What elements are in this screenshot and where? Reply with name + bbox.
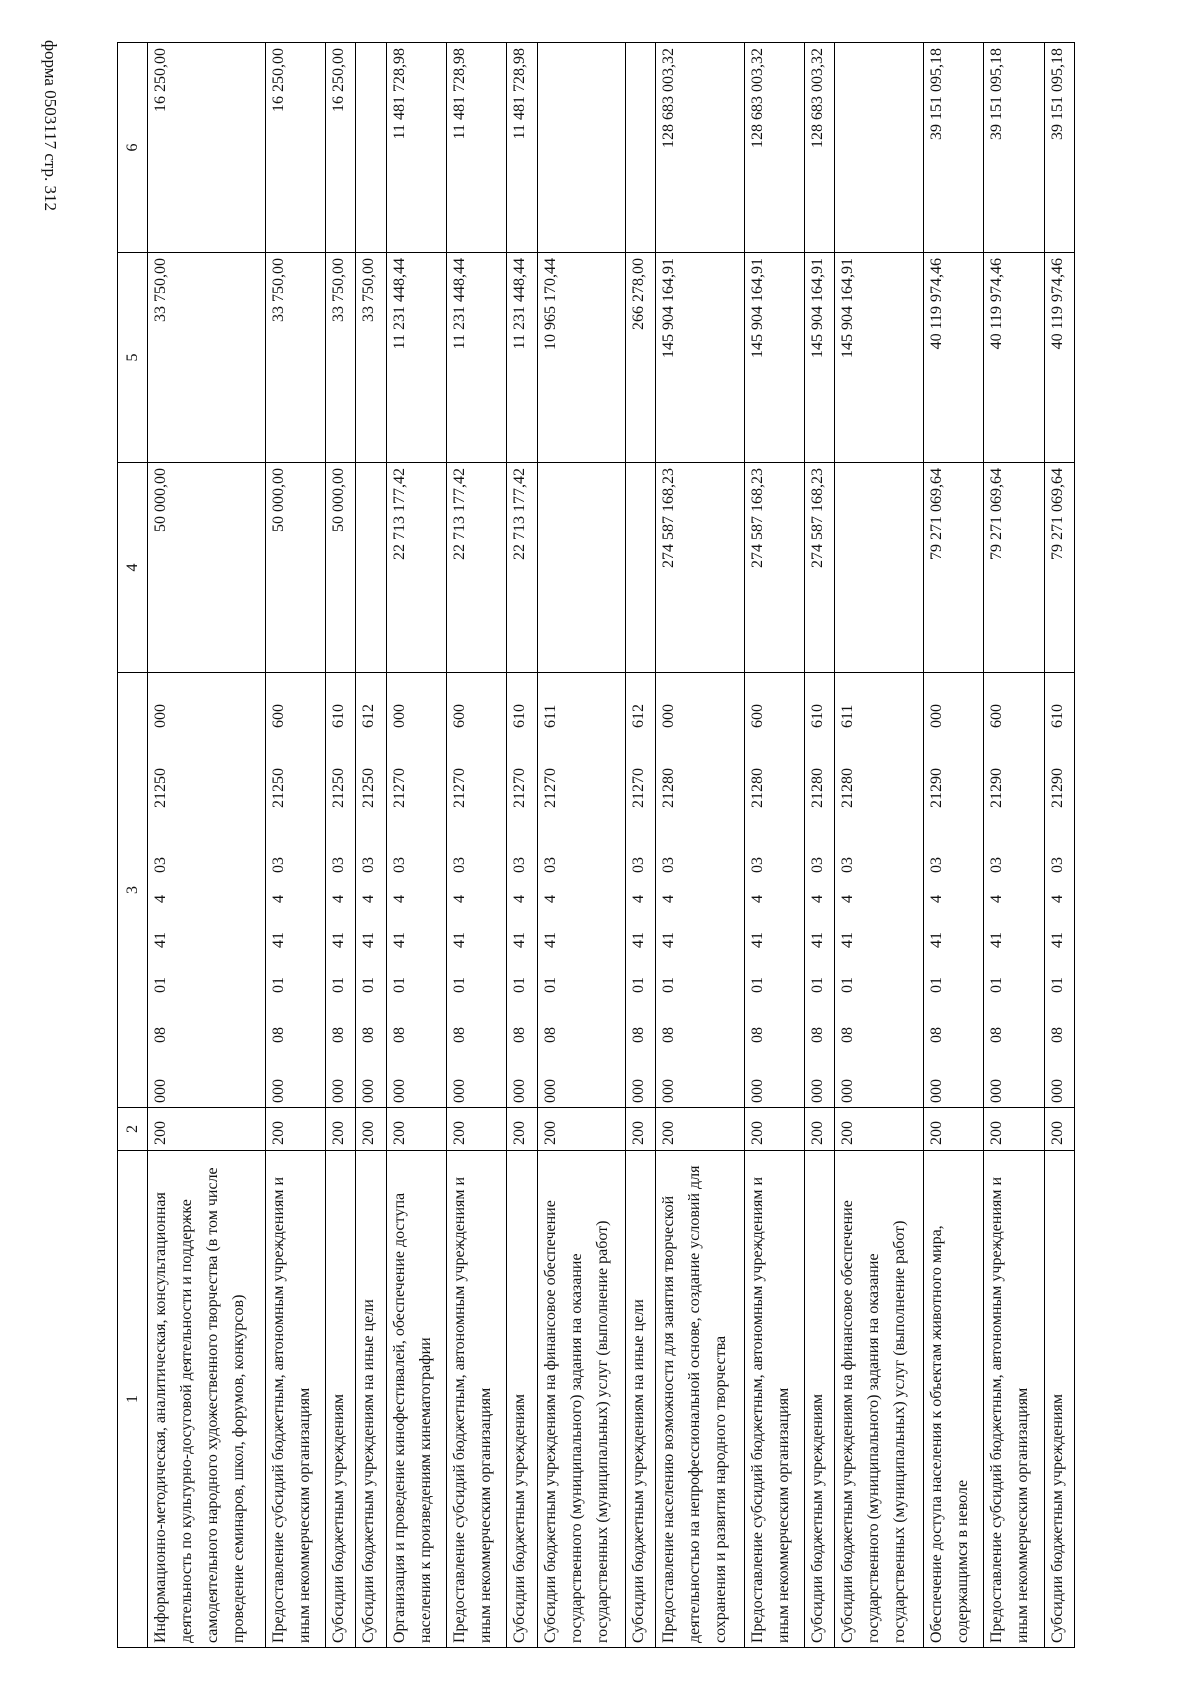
row-budget-classification [386,673,446,1108]
header-col-2: 2 [118,1108,148,1151]
code-segment: 08 [269,1027,287,1043]
approved-amount: 22 713 177,42 [386,463,446,673]
row-budget-classification [626,673,656,1108]
executed-amount: 40 119 974,46 [923,253,983,463]
approved-amount [537,463,625,673]
code-segment: 611 [541,704,559,728]
row-name: Информационно-методическая, аналитическая, консультационная деятельность по культурно-досуговой деятельности и поддержке самодеятельного народного художественного творчества (в том числе проведение семинаров, школ, форумов, конкурсов) [148,1151,266,1648]
unexecuted-amount: 128 683 003,32 [805,43,835,253]
row-line-code: 200 [626,1108,656,1151]
code-segment: 000 [152,704,170,728]
code-segments [447,677,473,1103]
row-budget-classification [537,673,625,1108]
code-segment: 03 [660,857,678,873]
code-segment: 41 [269,932,287,948]
unexecuted-amount: 16 250,00 [326,43,356,253]
table-row [148,43,266,1648]
code-segment: 21280 [839,768,857,808]
row-budget-classification [656,673,744,1108]
code-segment: 03 [451,857,469,873]
code-segment: 000 [269,1079,287,1103]
approved-amount [835,463,923,673]
code-segment: 4 [511,895,529,903]
code-segment: 01 [1048,977,1066,993]
code-segments [266,677,292,1103]
code-segment: 03 [630,857,648,873]
code-segment: 21290 [1048,768,1066,808]
code-segments [924,677,950,1103]
code-segment: 4 [269,895,287,903]
row-name: Субсидии бюджетным учреждениям на финансовое обеспечение государственного (муниципального) задания на оказание государственных (муниципальных) услуг (выполнение работ) [835,1151,923,1648]
code-segment: 000 [451,1079,469,1103]
code-segment: 4 [360,895,378,903]
code-segment: 41 [660,932,678,948]
table-row [835,43,923,1648]
row-budget-classification [984,673,1044,1108]
code-segments [805,677,831,1103]
code-segment: 21290 [927,768,945,808]
row-budget-classification [1044,673,1074,1108]
code-segments [507,677,533,1103]
code-segment: 4 [839,895,857,903]
code-segments [745,677,771,1103]
code-segment: 01 [330,977,348,993]
code-segment: 03 [360,857,378,873]
code-segment: 08 [451,1027,469,1043]
executed-amount: 145 904 164,91 [805,253,835,463]
code-segment: 000 [660,1079,678,1103]
code-segment: 41 [330,932,348,948]
table-row [537,43,625,1648]
row-name: Субсидии бюджетным учреждениям на иные цели [626,1151,656,1648]
row-line-code: 200 [537,1108,625,1151]
row-name: Предоставление субсидий бюджетным, автономным учреждениям и иным некоммерческим организациям [265,1151,325,1648]
row-line-code: 200 [835,1108,923,1151]
table-row [356,43,386,1648]
executed-amount: 11 231 448,44 [447,253,507,463]
table-row [923,43,983,1648]
approved-amount: 274 587 168,23 [805,463,835,673]
approved-amount: 50 000,00 [148,463,266,673]
row-budget-classification [507,673,537,1108]
code-segment: 08 [152,1027,170,1043]
code-segments [387,677,413,1103]
code-segments [984,677,1010,1103]
unexecuted-amount [626,43,656,253]
code-segments [538,677,564,1103]
code-segment: 41 [809,932,827,948]
code-segment: 41 [839,932,857,948]
code-segment: 4 [988,895,1006,903]
row-budget-classification [744,673,804,1108]
table-row [447,43,507,1648]
code-segment: 610 [330,704,348,728]
approved-amount [626,463,656,673]
code-segment: 000 [839,1079,857,1103]
code-segment: 21270 [541,768,559,808]
code-segment: 612 [630,704,648,728]
unexecuted-amount: 39 151 095,18 [984,43,1044,253]
code-segment: 41 [511,932,529,948]
code-segment: 08 [511,1027,529,1043]
unexecuted-amount: 16 250,00 [265,43,325,253]
code-segment: 08 [809,1027,827,1043]
executed-amount: 33 750,00 [356,253,386,463]
code-segment: 41 [152,932,170,948]
code-segments [326,677,352,1103]
code-segment: 08 [660,1027,678,1043]
code-segment: 000 [390,1079,408,1103]
row-budget-classification [265,673,325,1108]
executed-amount: 145 904 164,91 [744,253,804,463]
code-segment: 21250 [152,768,170,808]
executed-amount: 11 231 448,44 [507,253,537,463]
code-segment: 08 [630,1027,648,1043]
code-segment: 08 [541,1027,559,1043]
row-budget-classification [447,673,507,1108]
unexecuted-amount [537,43,625,253]
code-segments [356,677,382,1103]
code-segment: 41 [630,932,648,948]
code-segments [656,677,682,1103]
row-name: Обеспечение доступа населения к объектам животного мира, содержащимся в неволе [923,1151,983,1648]
row-line-code: 200 [326,1108,356,1151]
code-segment: 21280 [660,768,678,808]
row-line-code: 200 [148,1108,266,1151]
code-segment: 000 [511,1079,529,1103]
code-segment: 41 [1048,932,1066,948]
code-segment: 000 [360,1079,378,1103]
code-segment: 08 [839,1027,857,1043]
code-segment: 03 [330,857,348,873]
page-label: форма 0503117 стр. 312 [41,40,60,211]
code-segment: 01 [390,977,408,993]
code-segment: 01 [839,977,857,993]
row-line-code: 200 [1044,1108,1074,1151]
code-segment: 01 [630,977,648,993]
code-segment: 4 [748,895,766,903]
header-col-4: 4 [118,463,148,673]
row-line-code: 200 [356,1108,386,1151]
code-segment: 21250 [269,768,287,808]
table-row [656,43,744,1648]
code-segment: 610 [1048,704,1066,728]
header-col-3: 3 [118,673,148,1108]
code-segment: 000 [390,704,408,728]
approved-amount: 22 713 177,42 [507,463,537,673]
executed-amount: 40 119 974,46 [1044,253,1074,463]
unexecuted-amount: 11 481 728,98 [507,43,537,253]
code-segment: 41 [360,932,378,948]
table-row [265,43,325,1648]
row-name: Субсидии бюджетным учреждениям [1044,1151,1074,1648]
row-name: Предоставление субсидий бюджетным, автономным учреждениям и иным некоммерческим организациям [447,1151,507,1648]
executed-amount: 145 904 164,91 [835,253,923,463]
code-segment: 03 [511,857,529,873]
table-row [744,43,804,1648]
code-segment: 4 [660,895,678,903]
row-budget-classification [805,673,835,1108]
unexecuted-amount [835,43,923,253]
code-segment: 21250 [360,768,378,808]
unexecuted-amount: 11 481 728,98 [447,43,507,253]
code-segment: 08 [330,1027,348,1043]
code-segment: 610 [511,704,529,728]
code-segment: 41 [541,932,559,948]
code-segment: 600 [269,704,287,728]
code-segment: 21280 [748,768,766,808]
code-segment: 08 [390,1027,408,1043]
row-name: Субсидии бюджетным учреждениям [326,1151,356,1648]
row-line-code: 200 [923,1108,983,1151]
code-segment: 4 [390,895,408,903]
row-budget-classification [923,673,983,1108]
code-segment: 03 [988,857,1006,873]
table-row [626,43,656,1648]
code-segment: 01 [360,977,378,993]
code-segment: 000 [1048,1079,1066,1103]
code-segment: 01 [152,977,170,993]
code-segment: 000 [660,704,678,728]
executed-amount: 11 231 448,44 [386,253,446,463]
code-segment: 4 [152,895,170,903]
unexecuted-amount: 11 481 728,98 [386,43,446,253]
code-segment: 610 [809,704,827,728]
approved-amount: 22 713 177,42 [447,463,507,673]
row-name: Субсидии бюджетным учреждениям [805,1151,835,1648]
executed-amount: 266 278,00 [626,253,656,463]
unexecuted-amount: 39 151 095,18 [1044,43,1074,253]
code-segment: 41 [451,932,469,948]
code-segments [148,677,174,1103]
code-segment: 000 [330,1079,348,1103]
code-segment: 41 [390,932,408,948]
code-segment: 08 [1048,1027,1066,1043]
code-segment: 000 [541,1079,559,1103]
table-row [386,43,446,1648]
code-segment: 03 [390,857,408,873]
header-col-6: 6 [118,43,148,253]
code-segment: 01 [541,977,559,993]
code-segment: 01 [748,977,766,993]
approved-amount: 79 271 069,64 [923,463,983,673]
executed-amount: 145 904 164,91 [656,253,744,463]
row-name: Субсидии бюджетным учреждениям на финансовое обеспечение государственного (муниципального) задания на оказание государственных (муниципальных) услуг (выполнение работ) [537,1151,625,1648]
table-row [1044,43,1074,1648]
code-segments [626,677,652,1103]
code-segment: 612 [360,704,378,728]
code-segment: 000 [927,704,945,728]
table-rotated-wrapper [117,43,1075,1648]
row-name: Субсидии бюджетным учреждениям [507,1151,537,1648]
row-line-code: 200 [265,1108,325,1151]
code-segment: 21270 [390,768,408,808]
row-line-code: 200 [507,1108,537,1151]
code-segment: 4 [330,895,348,903]
code-segment: 03 [152,857,170,873]
approved-amount: 274 587 168,23 [744,463,804,673]
row-name: Субсидии бюджетным учреждениям на иные цели [356,1151,386,1648]
code-segment: 01 [988,977,1006,993]
code-segments [1045,677,1071,1103]
code-segment: 08 [988,1027,1006,1043]
table-row [984,43,1044,1648]
code-segment: 01 [451,977,469,993]
code-segment: 08 [927,1027,945,1043]
row-name: Предоставление населению возможности для занятия творческой деятельностью на непрофессиональной основе, создание условий для сохранения и развития народного творчества [656,1151,744,1648]
unexecuted-amount: 16 250,00 [148,43,266,253]
code-segment: 000 [809,1079,827,1103]
code-segment: 4 [809,895,827,903]
code-segment: 600 [988,704,1006,728]
executed-amount: 10 965 170,44 [537,253,625,463]
approved-amount: 274 587 168,23 [656,463,744,673]
code-segment: 600 [451,704,469,728]
code-segment: 611 [839,704,857,728]
approved-amount: 79 271 069,64 [1044,463,1074,673]
row-line-code: 200 [447,1108,507,1151]
code-segment: 03 [748,857,766,873]
code-segment: 000 [988,1079,1006,1103]
table-row [326,43,356,1648]
code-segment: 000 [927,1079,945,1103]
row-line-code: 200 [656,1108,744,1151]
code-segment: 08 [360,1027,378,1043]
unexecuted-amount: 39 151 095,18 [923,43,983,253]
code-segment: 41 [988,932,1006,948]
approved-amount [356,463,386,673]
header-col-1: 1 [118,1151,148,1648]
unexecuted-amount: 128 683 003,32 [656,43,744,253]
code-segment: 03 [927,857,945,873]
row-budget-classification [148,673,266,1108]
row-name: Организация и проведение кинофестивалей, обеспечение доступа населения к произведениям кинематографии [386,1151,446,1648]
row-budget-classification [835,673,923,1108]
row-budget-classification [356,673,386,1108]
executed-amount: 33 750,00 [265,253,325,463]
code-segment: 03 [839,857,857,873]
code-segment: 01 [927,977,945,993]
code-segment: 21290 [988,768,1006,808]
code-segment: 21270 [511,768,529,808]
code-segment: 000 [748,1079,766,1103]
code-segment: 4 [451,895,469,903]
table-row [507,43,537,1648]
code-segment: 000 [152,1079,170,1103]
approved-amount: 79 271 069,64 [984,463,1044,673]
code-segment: 01 [809,977,827,993]
code-segment: 01 [511,977,529,993]
approved-amount: 50 000,00 [265,463,325,673]
code-segment: 21280 [809,768,827,808]
expenditure-table [117,42,1075,1648]
code-segment: 03 [541,857,559,873]
code-segment: 41 [927,932,945,948]
code-segment: 41 [748,932,766,948]
executed-amount: 40 119 974,46 [984,253,1044,463]
code-segment: 4 [1048,895,1066,903]
code-segment: 600 [748,704,766,728]
row-budget-classification [326,673,356,1108]
code-segment: 21250 [330,768,348,808]
row-name: Предоставление субсидий бюджетным, автономным учреждениям и иным некоммерческим организациям [984,1151,1044,1648]
code-segment: 03 [1048,857,1066,873]
column-number-header-row [118,43,148,1648]
code-segments [835,677,861,1103]
code-segment: 000 [630,1079,648,1103]
code-segment: 4 [541,895,559,903]
executed-amount: 33 750,00 [148,253,266,463]
code-segment: 08 [748,1027,766,1043]
approved-amount: 50 000,00 [326,463,356,673]
header-col-5: 5 [118,253,148,463]
code-segment: 4 [927,895,945,903]
row-line-code: 200 [984,1108,1044,1151]
code-segment: 21270 [451,768,469,808]
row-line-code: 200 [805,1108,835,1151]
unexecuted-amount [356,43,386,253]
row-line-code: 200 [386,1108,446,1151]
code-segment: 01 [660,977,678,993]
code-segment: 03 [809,857,827,873]
code-segment: 03 [269,857,287,873]
row-line-code: 200 [744,1108,804,1151]
code-segment: 21270 [630,768,648,808]
table-row [805,43,835,1648]
unexecuted-amount: 128 683 003,32 [744,43,804,253]
table-body [118,43,1075,1648]
row-name: Предоставление субсидий бюджетным, автономным учреждениям и иным некоммерческим организациям [744,1151,804,1648]
code-segment: 01 [269,977,287,993]
code-segment: 4 [630,895,648,903]
executed-amount: 33 750,00 [326,253,356,463]
